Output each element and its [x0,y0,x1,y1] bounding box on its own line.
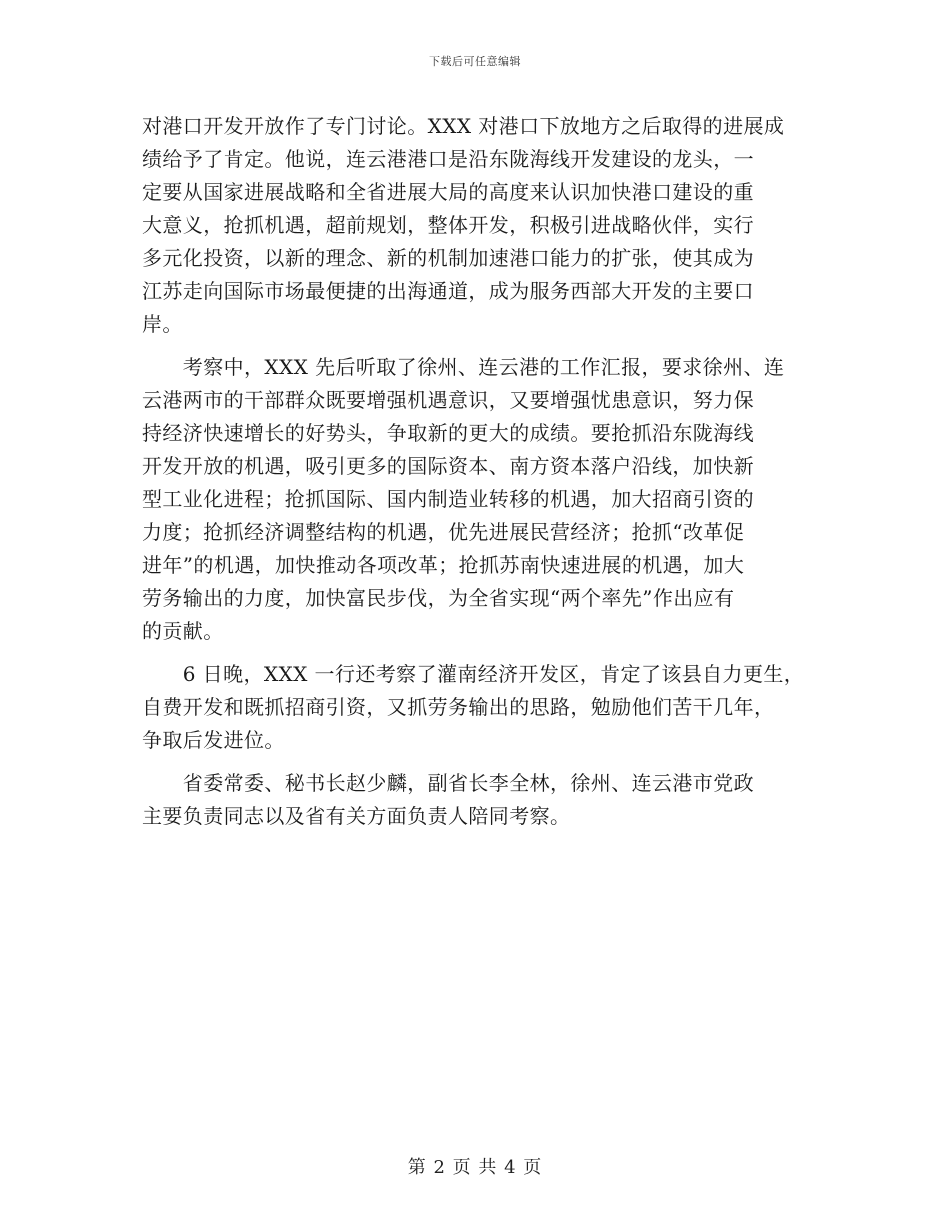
text-line: 劳务输出的力度，加快富民步伐，为全省实现“两个率先”作出应有 [142,586,735,610]
paragraph [142,767,822,833]
text-line: 争取后发进位。 [142,728,285,752]
page-number-footer: 第 2 页 共 4 页 [407,1157,543,1178]
text-line: 江苏走向国际市场最便捷的出海通道，成为服务西部大开发的主要口 [142,279,754,303]
text-line: 多元化投资，以新的理念、新的机制加速港口能力的扩张，使其成为 [142,246,754,270]
text-line: 6 日晚，XXX 一行还考察了灌南经济开发区，肯定了该县自力更生， [142,662,805,686]
text-line: 绩给予了肯定。他说，连云港港口是沿东陇海线开发建设的龙头，一 [142,147,754,171]
document-body [142,110,822,833]
text-line: 对港口开发开放作了专门讨论。XXX 对港口下放地方之后取得的进展成 [142,114,785,138]
paragraph [142,351,822,648]
text-line: 的贡献。 [142,619,224,643]
text-line: 自费开发和既抓招商引资，又抓劳务输出的思路，勉励他们苦干几年， [142,695,775,719]
text-line: 考察中，XXX 先后听取了徐州、连云港的工作汇报，要求徐州、连 [142,355,785,379]
paragraph [142,110,822,341]
text-line: 开发开放的机遇，吸引更多的国际资本、南方资本落户沿线，加快新 [142,454,754,478]
text-line: 主要负责同志以及省有关方面负责人陪同考察。 [142,804,571,828]
text-line: 力度；抢抓经济调整结构的机遇，优先进展民营经济；抢抓“改革促 [142,520,745,544]
text-line: 定要从国家进展战略和全省进展大局的高度来认识加快港口建设的重 [142,180,754,204]
text-line: 进年”的机遇，加快推动各项改革；抢抓苏南快速进展的机遇，加大 [142,553,745,577]
text-line: 省委常委、秘书长赵少麟，副省长李全林，徐州、连云港市党政 [142,771,754,795]
text-line: 岸。 [142,312,183,336]
text-line: 云港两市的干部群众既要增强机遇意识，又要增强忧患意识，努力保 [142,388,754,412]
paragraph [142,658,822,757]
text-line: 型工业化进程；抢抓国际、国内制造业转移的机遇，加大招商引资的 [142,487,754,511]
text-line: 持经济快速增长的好势头，争取新的更大的成绩。要抢抓沿东陇海线 [142,421,754,445]
page-header: 下载后可任意编辑 [429,55,521,68]
text-line: 大意义，抢抓机遇，超前规划，整体开发，积极引进战略伙伴，实行 [142,213,754,237]
